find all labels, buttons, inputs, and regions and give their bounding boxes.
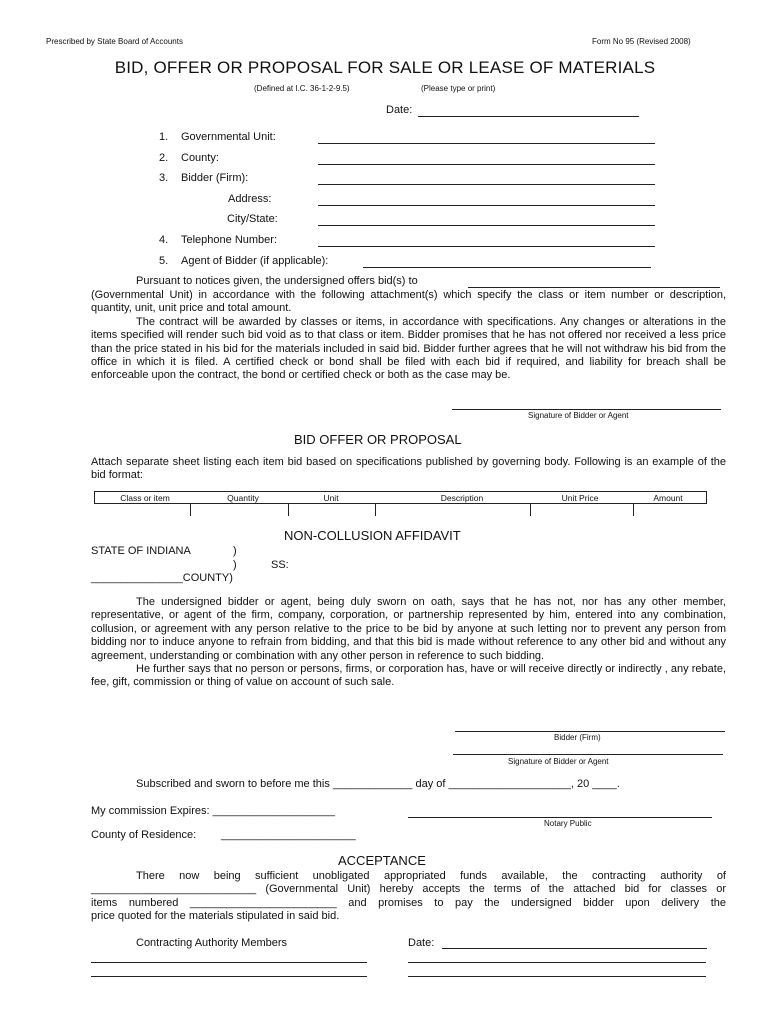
county-of-residence: County of Residence: xyxy=(91,829,197,841)
acceptance-heading: ACCEPTANCE xyxy=(338,853,426,868)
agent-signature-caption: Signature of Bidder or Agent xyxy=(508,757,609,766)
affidavit-paragraph-2: He further says that no person or persons, firms, or corporation has, have or will receive directly or indirectly , any rebate, fee, gift, commission or thing of value on account of such sale. xyxy=(91,663,726,689)
bid-offer-heading: BID OFFER OR PROPOSAL xyxy=(294,432,462,447)
address-line[interactable] xyxy=(318,205,655,206)
member-signature-line[interactable] xyxy=(408,962,706,963)
form-number: Form No 95 (Revised 2008) xyxy=(592,37,691,46)
field-label-telephone: Telephone Number: xyxy=(181,234,278,246)
paren: ) xyxy=(233,545,237,557)
governmental-unit-line[interactable] xyxy=(318,143,655,144)
agent-signature-line[interactable] xyxy=(453,754,723,755)
member-signature-line[interactable] xyxy=(408,976,706,977)
bidder-firm-signature-line[interactable] xyxy=(455,731,725,732)
notary-signature-line[interactable] xyxy=(408,817,712,818)
field-number: 5. xyxy=(159,255,169,267)
type-or-print: (Please type or print) xyxy=(421,84,496,93)
column-divider xyxy=(530,504,531,516)
bidder-firm-caption: Bidder (Firm) xyxy=(554,733,601,742)
field-label-bidder-firm: Bidder (Firm): xyxy=(181,172,249,184)
commission-expires: My commission Expires: ____________________ xyxy=(91,805,335,817)
contract-terms: The contract will be awarded by classes or items, in accordance with specifications. Any changes or alterations in the items specified will render such bid void as to that class or item. Bidder promises that he has not offered nor received a less price than the price stated in his bid for the materials included in said bid. Bidder further agrees that he will not withdraw his bid from the office in which it is filed. A certified check or bond shall be filed with each bid if required, and liability for breach shall be enforceable upon the contract, the bond or certified check or both as the case may be. xyxy=(91,315,726,382)
column-header: Amount xyxy=(653,493,683,503)
acceptance-line-4: price quoted for the materials stipulated in said bid. xyxy=(91,910,340,923)
column-divider xyxy=(633,504,634,516)
paren: ) xyxy=(233,559,237,571)
pursuant-rest: (Governmental Unit) in accordance with the following attachment(s) which specify the class or item number or description, quantity, unit, unit price and total amount. xyxy=(91,289,726,315)
prescribed-by: Prescribed by State Board of Accounts xyxy=(46,37,183,46)
field-label-city-state: City/State: xyxy=(227,213,278,225)
column-header: Description xyxy=(440,493,484,503)
city-state-line[interactable] xyxy=(318,225,655,226)
field-number: 4. xyxy=(159,234,169,246)
field-number: 2. xyxy=(159,152,169,164)
bid-offer-text: Attach separate sheet listing each item bid based on specifications published by governing body. Following is an example of the bid format: xyxy=(91,456,726,482)
contracting-members-label: Contracting Authority Members xyxy=(136,937,288,949)
ss-label: SS: xyxy=(271,559,289,571)
field-label-agent: Agent of Bidder (if applicable): xyxy=(181,255,329,267)
bidder-firm-line[interactable] xyxy=(318,184,655,185)
date-label: Date: xyxy=(386,104,413,116)
acceptance-text xyxy=(91,870,726,924)
page-title: BID, OFFER OR PROPOSAL FOR SALE OR LEASE OF MATERIALS xyxy=(114,58,656,77)
acceptance-line-2: ___________________________ (Governmental Unit) hereby accepts the terms of the attached bid for classes or xyxy=(91,883,726,896)
state-of-indiana: STATE OF INDIANA xyxy=(91,545,191,557)
affidavit-heading: NON-COLLUSION AFFIDAVIT xyxy=(284,528,461,543)
affidavit-body xyxy=(91,596,726,690)
bid-format-table xyxy=(94,491,707,504)
column-header: Unit Price xyxy=(561,493,599,503)
notary-caption: Notary Public xyxy=(544,819,592,828)
pursuant-unit-line[interactable] xyxy=(468,287,720,288)
field-number: 3. xyxy=(159,172,169,184)
column-divider xyxy=(375,504,376,516)
county-of-residence-line[interactable]: ______________________ xyxy=(221,829,356,841)
member-signature-line[interactable] xyxy=(91,962,367,963)
affidavit-paragraph-1: The undersigned bidder or agent, being duly sworn on oath, says that he has not, nor has any other member, representative, or agent of the firm, company, corporation, or partnership represented by him, entered into any combination, collusion, or agreement with any person relative to the price to be bid by anyone at such letting nor to prevent any person from bidding nor to induce anyone to refrain from bidding, and that this bid is made without reference to any other bid and without any agreement, understanding or combination with any other person in reference to such bidding. xyxy=(91,596,726,662)
field-label-governmental-unit: Governmental Unit: xyxy=(181,131,276,143)
acceptance-line-1: There now being sufficient unobligated appropriated funds available, the contracting authority of xyxy=(136,870,726,882)
column-divider xyxy=(190,504,191,516)
agent-line[interactable] xyxy=(363,267,651,268)
column-header: Class or item xyxy=(120,493,170,503)
telephone-line[interactable] xyxy=(318,246,655,247)
signature-caption: Signature of Bidder or Agent xyxy=(528,411,629,420)
acceptance-date-line[interactable] xyxy=(442,948,707,949)
pursuant-paragraph xyxy=(91,289,726,383)
acceptance-date-label: Date: xyxy=(408,937,435,949)
column-header: Quantity xyxy=(227,493,259,503)
county-line-label: _______________COUNTY) xyxy=(91,572,233,584)
acceptance-line-3: items numbered ________________________ and promises to pay the undersigned bidder upon delivery the xyxy=(91,896,726,909)
column-header: Unit xyxy=(323,493,339,503)
pursuant-start: Pursuant to notices given, the undersigned offers bid(s) to xyxy=(136,275,418,287)
field-label-county: County: xyxy=(181,152,219,164)
signature-line[interactable] xyxy=(452,409,721,410)
county-line[interactable] xyxy=(318,164,655,165)
defined-at: (Defined at I.C. 36-1-2-9.5) xyxy=(254,84,350,93)
date-line[interactable] xyxy=(418,116,639,117)
column-divider xyxy=(288,504,289,516)
subscribed-sworn: Subscribed and sworn to before me this _____________ day of ____________________, 20 ____. xyxy=(136,778,620,790)
field-number: 1. xyxy=(159,131,169,143)
field-label-address: Address: xyxy=(228,193,272,205)
member-signature-line[interactable] xyxy=(91,976,367,977)
